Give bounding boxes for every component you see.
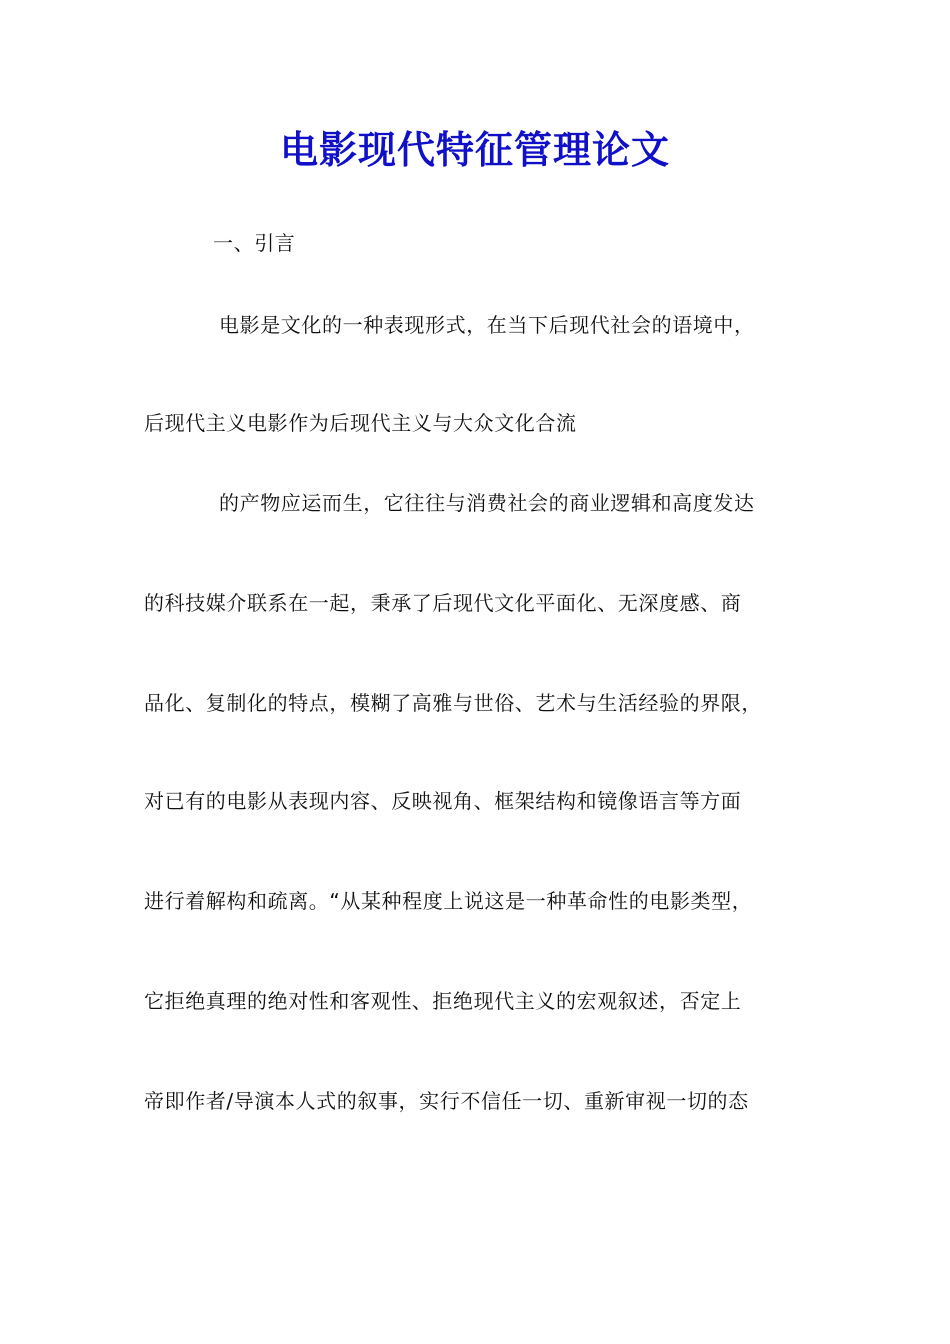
paragraph-line: 电影是文化的一种表现形式，在当下后现代社会的语境中，: [219, 313, 755, 337]
paragraph-line: 进行着解构和疏离。“从某种程度上说这是一种革命性的电影类型，: [144, 889, 753, 913]
paragraph-line: 后现代主义电影作为后现代主义与大众文化合流: [144, 411, 577, 435]
section-heading: 一、引言: [213, 231, 296, 255]
paragraph-line: 对已有的电影从表现内容、反映视角、框架结构和镜像语言等方面: [144, 789, 742, 813]
paragraph-line: 帝即作者/导演本人式的叙事，实行不信任一切、重新审视一切的态: [144, 1089, 749, 1113]
document-title: 电影现代特征管理论文: [279, 127, 670, 172]
paragraph-line: 品化、复制化的特点，模糊了高雅与世俗、艺术与生活经验的界限，: [144, 691, 762, 715]
paragraph-line: 的科技媒介联系在一起，秉承了后现代文化平面化、无深度感、商: [144, 591, 742, 615]
paragraph-line: 的产物应运而生，它往往与消费社会的商业逻辑和高度发达: [219, 491, 755, 515]
paragraph-line: 它拒绝真理的绝对性和客观性、拒绝现代主义的宏观叙述，否定上: [144, 989, 742, 1013]
